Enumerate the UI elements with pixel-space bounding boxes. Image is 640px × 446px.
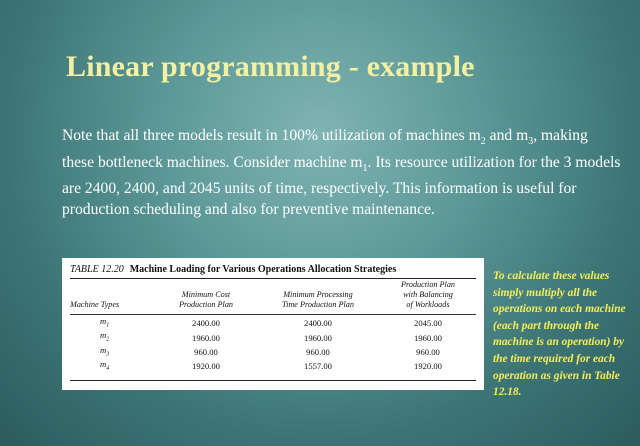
machine-cell: $m_2$ xyxy=(100,330,110,344)
table-row xyxy=(70,360,476,378)
table-row xyxy=(70,315,476,331)
table-row xyxy=(70,346,476,360)
header-machine-types: Machine Types xyxy=(70,300,120,309)
balancing-cell: 1960.00 xyxy=(414,332,442,343)
min-cost-cell: 960.00 xyxy=(194,346,218,357)
min-processing-cell: 1557.00 xyxy=(304,361,332,372)
balancing-cell: 1920.00 xyxy=(414,361,442,372)
header-min-cost: Minimum Cost Production Plan xyxy=(178,290,234,309)
min-processing-cell: 960.00 xyxy=(306,346,330,357)
table-number: TABLE 12.20 xyxy=(70,264,124,275)
table-header xyxy=(70,279,476,312)
body-paragraph: Note that all three models result in 100% utilization of machines $m_2$ and $m_3$, making these bottleneck machines. Consider machine $m_1$. Its resource utilization for the 3 models are 2400, 2400, and 2045 units of time, respectively. This information is useful for production scheduling and also for preventive maintenance. xyxy=(62,127,621,218)
header-min-processing: Minimum Processing Time Production Plan xyxy=(281,290,354,309)
balancing-cell: 960.00 xyxy=(416,346,440,357)
table-title: Machine Loading for Various Operations Allocation Strategies xyxy=(129,264,397,275)
min-processing-cell: 1960.00 xyxy=(304,332,332,343)
balancing-cell: 2045.00 xyxy=(414,318,442,329)
machine-cell: $m_4$ xyxy=(100,358,110,372)
machine-cell: $m_1$ xyxy=(100,316,110,329)
table-body xyxy=(70,315,476,378)
min-cost-cell: 2400.00 xyxy=(192,318,220,329)
table-row xyxy=(70,331,476,345)
min-cost-cell: 1960.00 xyxy=(192,332,220,343)
min-processing-cell: 2400.00 xyxy=(304,318,332,329)
machine-loading-table xyxy=(62,258,484,390)
machine-cell: $m_3$ xyxy=(100,344,110,358)
header-balancing: Production Plan with Balancing of Workloads xyxy=(400,280,456,309)
min-cost-cell: 1920.00 xyxy=(192,361,220,372)
slide-title: Linear programming - example xyxy=(66,50,475,83)
side-note: To calculate these values simply multiply all the operations on each machine (each part through the machine is an operation) by the time required for each operation as given in Table 12.18. xyxy=(493,270,626,399)
table-caption xyxy=(70,264,476,275)
